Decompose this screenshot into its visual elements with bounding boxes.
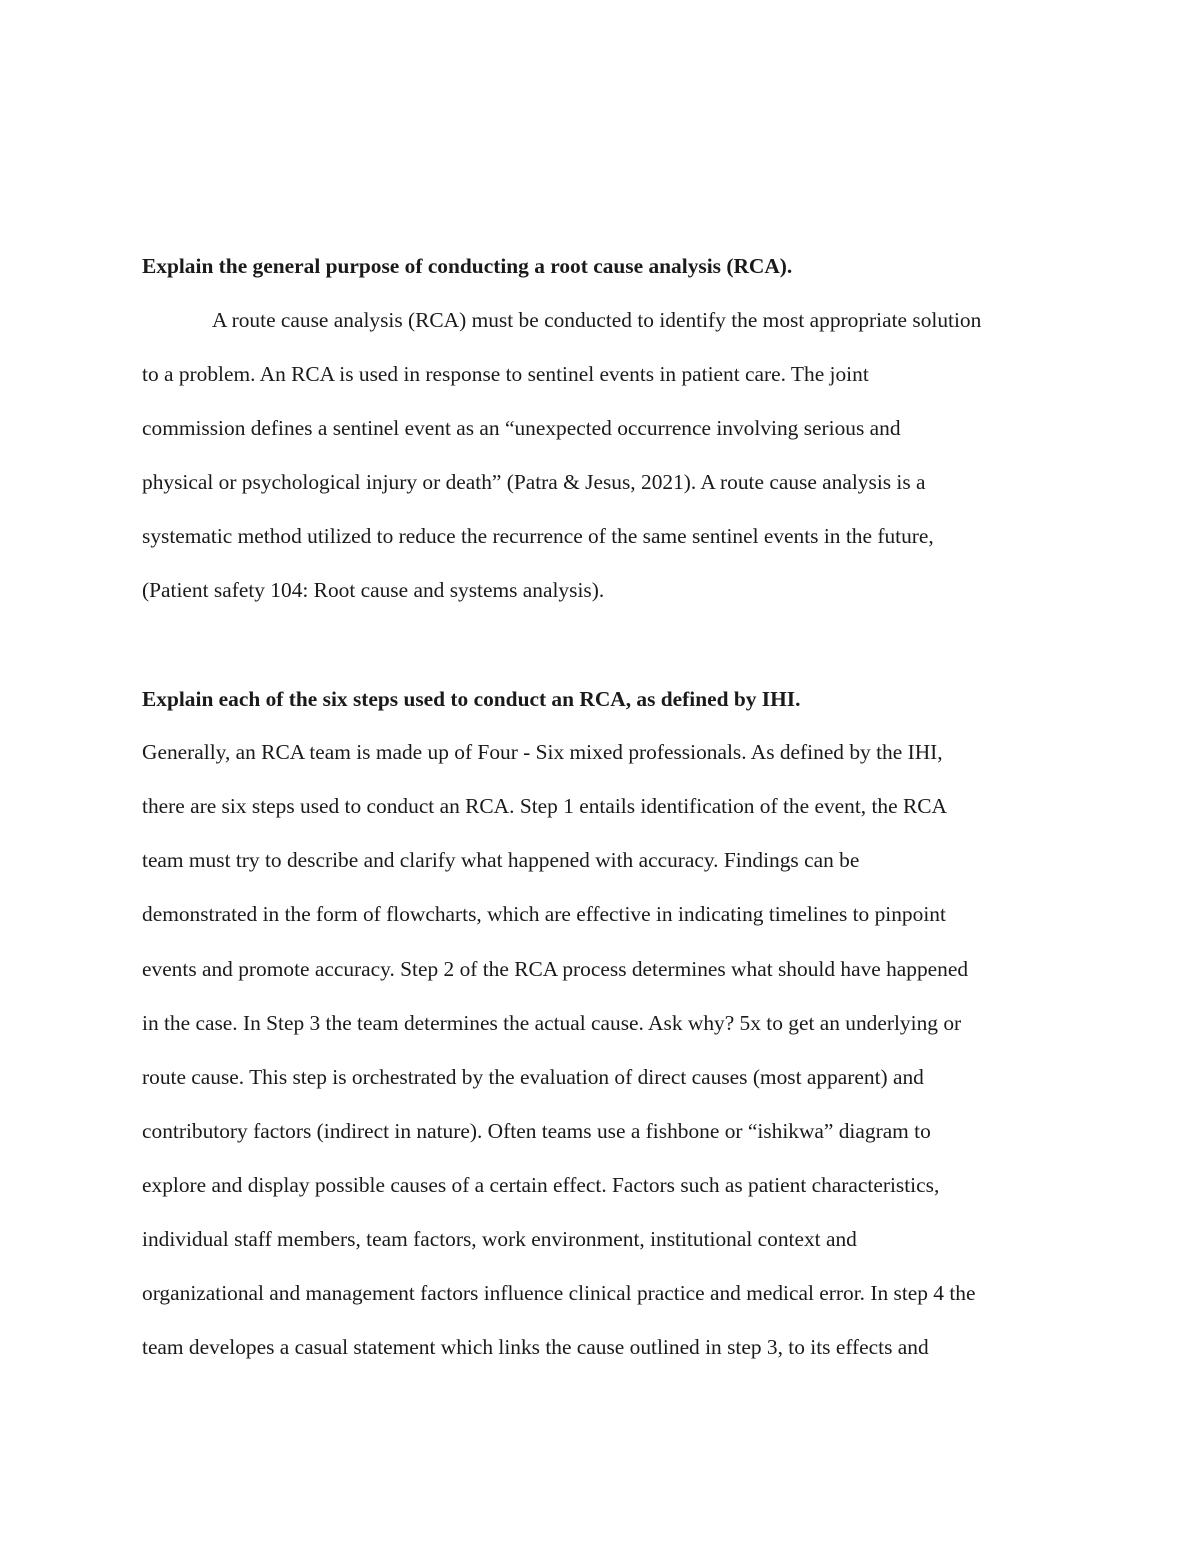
section-1-line-2: to a problem. An RCA is used in response to sentinel events in patient care. The joint [142,362,869,386]
section-2-heading: Explain each of the six steps used to conduct an RCA, as defined by IHI. [142,687,801,711]
section-2-line-6: in the case. In Step 3 the team determines the actual cause. Ask why? 5x to get an underlying or [142,1011,962,1035]
section-2-line-9: explore and display possible causes of a certain effect. Factors such as patient characteristics, [142,1173,940,1197]
section-2-line-3: team must try to describe and clarify what happened with accuracy. Findings can be [142,848,860,872]
section-2-line-11: organizational and management factors influence clinical practice and medical error. In step 4 the [142,1281,976,1305]
section-1-heading: Explain the general purpose of conducting a root cause analysis (RCA). [142,254,793,278]
section-2-line-1: Generally, an RCA team is made up of Four - Six mixed professionals. As defined by the IHI, [142,740,943,764]
section-2-line-7: route cause. This step is orchestrated by the evaluation of direct causes (most apparent) and [142,1065,924,1089]
section-2-line-8: contributory factors (indirect in nature). Often teams use a fishbone or “ishikwa” diagram to [142,1119,931,1143]
section-1-line-6: (Patient safety 104: Root cause and systems analysis). [142,578,605,602]
section-1-line-1: A route cause analysis (RCA) must be conducted to identify the most appropriate solution [212,308,982,332]
section-2-line-5: events and promote accuracy. Step 2 of the RCA process determines what should have happened [142,957,969,981]
section-1-line-3: commission defines a sentinel event as an “unexpected occurrence involving serious and [142,416,901,440]
section-1-line-4: physical or psychological injury or death” (Patra & Jesus, 2021). A route cause analysis is a [142,470,926,494]
section-2-line-10: individual staff members, team factors, work environment, institutional context and [142,1227,857,1251]
section-2-line-2: there are six steps used to conduct an RCA. Step 1 entails identification of the event, the RCA [142,794,947,818]
section-1-line-5: systematic method utilized to reduce the recurrence of the same sentinel events in the future, [142,524,934,548]
section-2-line-12: team developes a casual statement which links the cause outlined in step 3, to its effects and [142,1335,929,1359]
section-2-line-4: demonstrated in the form of flowcharts, which are effective in indicating timelines to pinpoint [142,902,946,926]
